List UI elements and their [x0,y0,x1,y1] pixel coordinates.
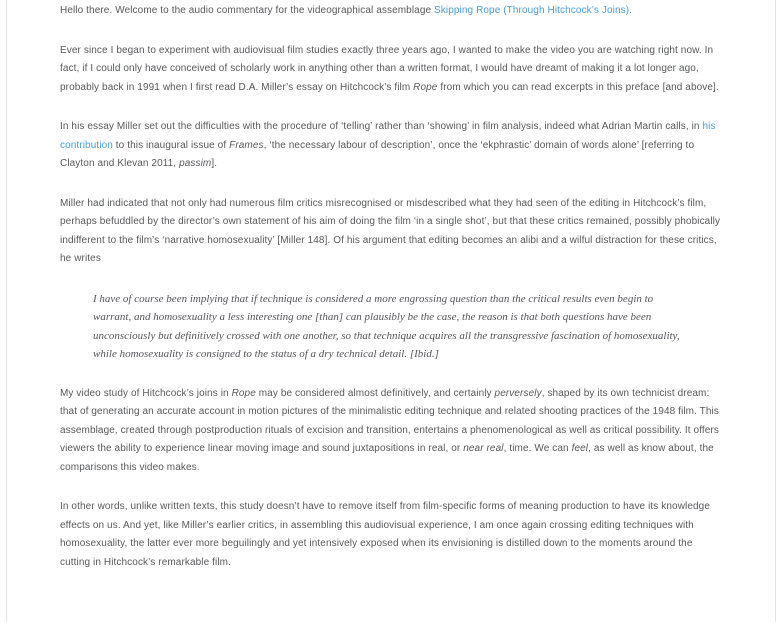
text-run: , as well as know about, the comparisons this video makes. [60,443,714,473]
inline-link[interactable]: his contribution [60,121,716,151]
article-page [6,0,776,622]
italic-text: Rope [231,387,256,399]
blockquote [93,290,690,364]
paragraph [60,42,723,98]
paragraph [60,498,723,572]
text-run: to this inaugural issue of [112,139,230,151]
text-run: from which you can read excerpts in this preface [and above]. [437,81,719,93]
text-run: In his essay Miller set out the difficulties with the procedure of ‘telling’ rather than ‘showing’ in film analysis, indeed what Adrian Martin calls, in [60,121,703,132]
italic-text: passim [179,158,212,169]
text-run: Ever since I began to experiment with audiovisual film studies exactly three years ago, I wanted to make the video you are watching right now. In fact, if I could only have conceived of scholarly work in anything other than a written format, I would have dreamt of making it a lot longer ago, probably back in 1991 when I first read D.A. Miller’s essay on Hitchcock’s film [60,44,714,93]
article-content [7,0,775,572]
text-run: Hello there. Welcome to the audio commentary for the videographical assemblage [60,5,435,16]
text-run: , time. We can [503,443,572,454]
paragraph [60,118,723,174]
text-run: ]. [211,158,218,169]
text-run: , ‘the necessary labour of description’, once the ‘ekphrastic’ domain of words alone’ [referring to Clayton and Klevan 2011, [60,139,695,169]
italic-text: Frames [229,139,264,151]
paragraph [60,195,723,269]
inline-link[interactable]: Skipping Rope (Through Hitchcock’s Joins). [434,5,633,16]
text-run: , shaped by its own technicist dream: that of generating an accurate account in motion pictures of the minimalistic editing technique and related shooting practices of the 1948 film. This assemblage, created through postproduction rituals of excision and transition, entertains a phenomenological as well as critical possibility. It offers viewers the ability to experience linear moving image and sound juxtapositions in real, or [60,387,719,454]
text-run: Miller had indicated that not only had numerous film critics misrecognised or misdescribed what they had seen of the editing in Hitchcock’s film, perhaps befuddled by the director’s own statement of his aim of doing the film ‘in a single shot’, but that these critics remained, possibly phobically indifferent to the film’s ‘narrative homosexuality’ [Miller 148]. Of his argument that editing becomes an alibi and a wilful distraction for these critics, he writes [60,197,721,264]
italic-text: feel [571,443,589,454]
italic-text: Rope [413,81,438,93]
italic-text: near real [463,443,504,454]
italic-text: perversely [494,387,542,399]
text-run: may be considered almost definitively, and certainly [255,387,495,399]
text-run: I have of course been implying that if technique is considered a more engrossing question than the critical results even begin to warrant, and homosexuality a less interesting one [than] can plausibly be the case, the reason is that both questions have been unconsciously but definitively crossed with one another, so that technique acquires all the transgressive fascination of homosexuality, while homosexuality is consigned to the status of a dry technical detail. [Ibid.] [93,292,680,360]
paragraph [60,385,723,478]
text-run: In other words, unlike written texts, this study doesn’t have to remove itself from film-specific forms of meaning production to have its knowledge effects on us. And yet, like Miller’s earlier critics, in assembling this audiovisual experience, I am once again crossing editing techniques with homosexuality, the latter ever more beguilingly and yet intensively exposed when its envisioning is distilled down to the moments around the cutting in Hitchcock’s remarkable film. [60,501,710,568]
text-run: My video study of Hitchcock’s joins in [60,387,232,399]
paragraph [60,2,723,21]
